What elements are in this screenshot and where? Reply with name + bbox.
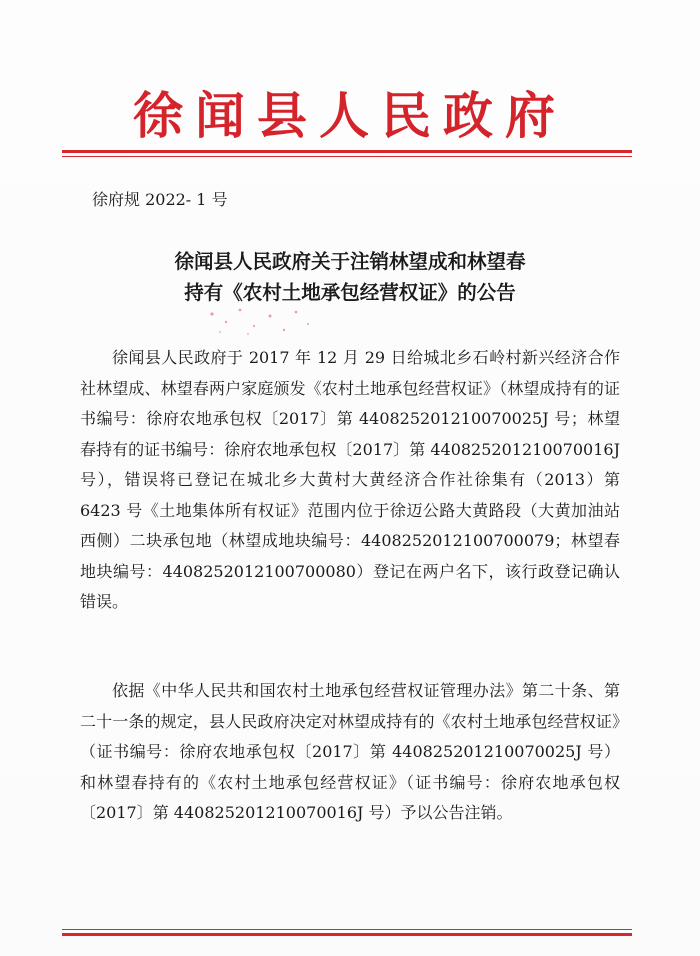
- footer-rule-thick: [62, 933, 632, 936]
- document-title-line-2: 持有《农村土地承包经营权证》的公告: [184, 281, 516, 304]
- body-paragraph-1: 徐闻县人民政府于 2017 年 12 月 29 日给城北乡石岭村新兴经济合作社林望成、林望春两户家庭颁发《农村土地承包经营权证》（林望成持有的证书编号：徐府农地承包权〔2017〕第 440825201210070025J 号；林望春持有的证书编号：徐府农地承包权〔2017〕第 440825201210070016J 号），错误将已登记在城北乡大黄村大黄经济合作社徐集有（2013）第 6423 号《土地集体所有权证》范围内位于徐迈公路大黄路段（大黄加油站西侧）二块承包地（林望成地块编号：4408252012100700079；林望春地块编号：4408252012100700080）登记在两户名下，该行政登记确认错误。: [80, 348, 620, 611]
- document-title-line-1: 徐闻县人民政府关于注销林望成和林望春: [174, 250, 526, 273]
- footer-rule-thin: [62, 929, 632, 930]
- masthead-rule-thick: [62, 150, 632, 153]
- issuer-masthead: 徐闻县人民政府: [133, 86, 567, 145]
- masthead-rule-thin: [62, 156, 632, 157]
- body-paragraph-2: 依据《中华人民共和国农村土地承包经营权证管理办法》第二十条、第二十一条的规定，县人民政府决定对林望成持有的《农村土地承包经营权证》（证书编号：徐府农地承包权〔2017〕第 440825201210070025J 号）和林望春持有的《农村土地承包经营权证》（证书编号：徐府农地承包权〔2017〕第 440825201210070016J 号）予以公告注销。: [80, 681, 620, 822]
- document-number: 徐府规 2022- 1 号: [92, 190, 228, 209]
